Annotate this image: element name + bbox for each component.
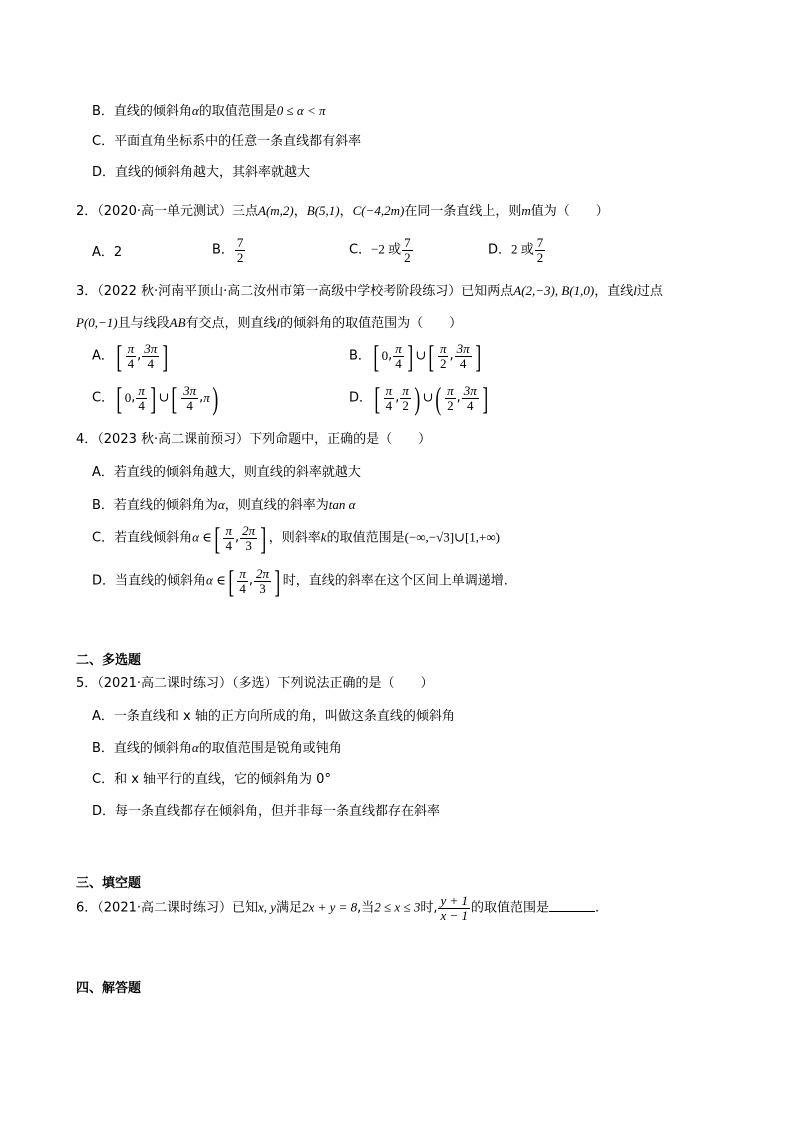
section-multiple-choice-title: 二、多选题: [76, 653, 142, 668]
q5-stem: 5．（2021·高二课时练习）（多选）下列说法正确的是（ ）: [76, 676, 434, 691]
q2-option-a: A．2: [92, 245, 123, 260]
q2-option-c: C．−2 或 $\frac{7}{2}$: [349, 235, 411, 265]
q1-option-c: C．平面直角坐标系中的任意一条直线都有斜率: [92, 134, 362, 149]
answer-blank[interactable]: [549, 899, 595, 912]
q1-option-b: B．直线的倾斜角α的取值范围是0 ≤ α < π: [92, 103, 326, 119]
q4-option-a: A．若直线的倾斜角越大，则直线的斜率就越大: [92, 465, 361, 480]
q2-option-b: B． $\frac{7}{2}$: [212, 235, 244, 265]
q3-stem-line1: 3．（2022 秋·河南平顶山·高二汝州市第一高级中学校考阶段练习）已知两点A(2,−3), B(1,0)，直线l过点: [76, 283, 663, 299]
section-fill-in-title: 三、填空题: [76, 876, 142, 891]
q5-option-d: D．每一条直线都存在倾斜角，但并非每一条直线都存在斜率: [92, 804, 441, 819]
q3-option-d: D． [ $\frac{\pi}{4}$ , $\frac{\pi}{2}$ ) ∪ ( $\frac{\pi}{2}$ , $\frac{3\pi}{4}$ ]: [349, 380, 488, 416]
q5-option-c: C．和 x 轴平行的直线，它的倾斜角为 0°: [92, 772, 331, 787]
q1-option-d: D．直线的倾斜角越大，其斜率就越大: [92, 165, 311, 180]
q6-stem: 6．（2021·高二课时练习）已知x, y满足2x + y = 8,当2 ≤ x ≤ 3时, $\frac{y + 1}{x - 1}$ 的取值范围是 .: [76, 893, 600, 923]
q3-option-c: C． [ 0 , $\frac{\pi}{4}$ ] ∪ [ $\frac{3\pi}{4}$ , π ): [92, 380, 219, 416]
q4-stem: 4．（2023 秋·高二课前预习）下列命题中，正确的是（ ）: [76, 432, 432, 447]
q5-option-a: A．一条直线和 x 轴的正方向所成的角，叫做这条直线的倾斜角: [92, 709, 455, 724]
q2-stem: 2．（2020·高一单元测试）三点A(m,2)，B(5,1)，C(−4,2m)在同一条直线上，则m值为（ ）: [76, 203, 609, 219]
q5-option-b: B．直线的倾斜角α的取值范围是锐角或钝角: [92, 740, 342, 756]
q3-stem-line2: P(0,−1)且与线段AB有交点，则直线l的倾斜角的取值范围为（ ）: [76, 315, 463, 331]
q4-option-c: C．若直线倾斜角α ∈ [ $\frac{\pi}{4}$ , $\frac{2\pi}{3}$ ] ，则斜率k的取值范围是(−∞,−√3]∪[1,+∞): [92, 520, 500, 556]
q3-option-a: A． [ $\frac{\pi}{4}$ , $\frac{3\pi}{4}$ ]: [92, 338, 169, 374]
q2-option-d: D．2 或 $\frac{7}{2}$: [488, 235, 544, 265]
q4-option-b: B．若直线的倾斜角为α，则直线的斜率为tan α: [92, 497, 356, 513]
section-answer-title: 四、解答题: [76, 981, 142, 996]
q4-option-d: D．当直线的倾斜角α ∈ [ $\frac{\pi}{4}$ , $\frac{2\pi}{3}$ ] 时，直线的斜率在这个区间上单调递增.: [92, 563, 508, 599]
q3-option-b: B． [ 0 , $\frac{\pi}{4}$ ] ∪ [ $\frac{\pi}{2}$ , $\frac{3\pi}{4}$ ]: [349, 338, 481, 374]
